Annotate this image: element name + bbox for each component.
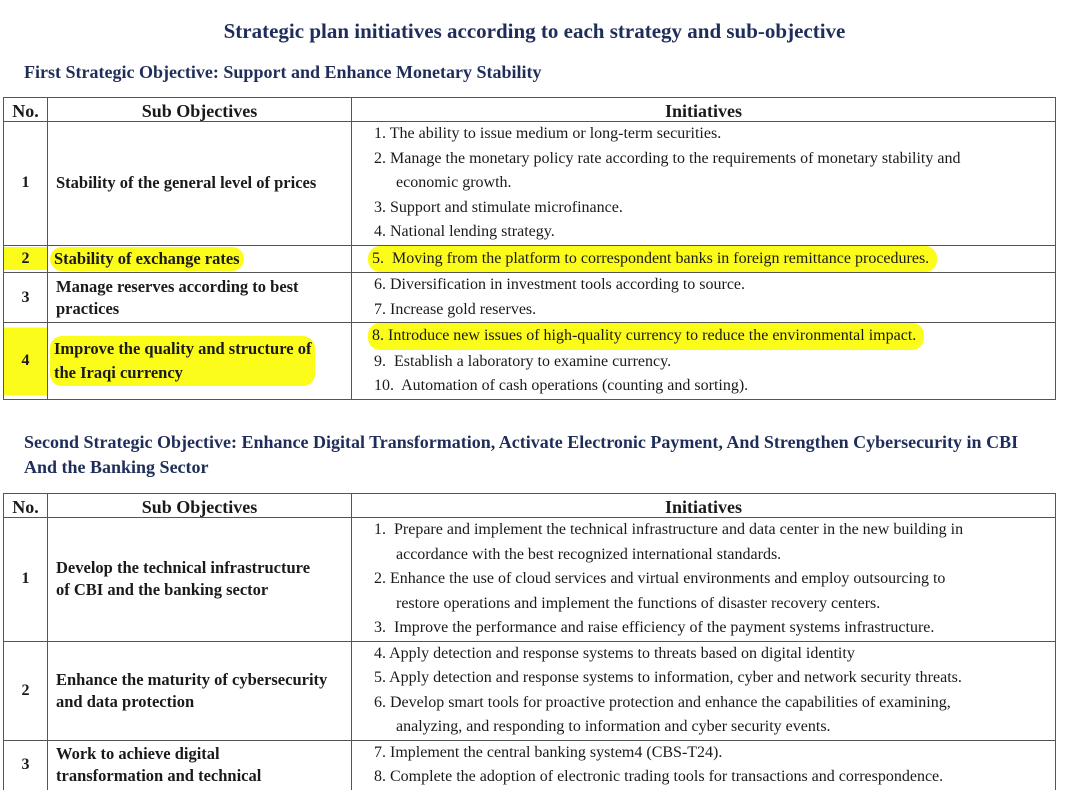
table-header-row	[4, 98, 1056, 122]
row-number: 2	[4, 245, 48, 273]
objective-1-heading: First Strategic Objective: Support and Enhance Monetary Stability	[24, 62, 542, 82]
table-row	[4, 518, 1056, 642]
header-no: No.	[4, 494, 48, 518]
initiative-item: 1. Prepare and implement the technical infrastructure and data center in the new building in accordance with the best recognized international standards.	[374, 521, 964, 563]
sub-objective: Work to achieve digital transformation and technical	[48, 740, 352, 790]
initiatives-cell	[352, 641, 1056, 740]
initiative-item: 6. Diversification in investment tools according to source.	[374, 276, 746, 293]
sub-objective	[48, 323, 352, 400]
row-number: 2	[4, 641, 48, 740]
initiative-item	[374, 323, 1055, 350]
header-initiatives: Initiatives	[352, 494, 1056, 518]
highlight-mark: 8. Introduce new issues of high-quality currency to reduce the environmental impact.	[368, 323, 924, 350]
initiative-item: 4. National lending strategy.	[374, 223, 555, 240]
header-no: No.	[4, 98, 48, 122]
row-number: 3	[4, 273, 48, 323]
objective-1-table	[3, 97, 1056, 400]
initiatives-cell	[352, 273, 1056, 323]
table-row	[4, 641, 1056, 740]
row-number: 1	[4, 518, 48, 642]
initiative-item: 8. Complete the adoption of electronic trading tools for transactions and correspondence.	[374, 768, 944, 785]
initiatives-cell	[352, 740, 1056, 790]
header-sub-objectives: Sub Objectives	[48, 98, 352, 122]
table-row	[4, 122, 1056, 246]
initiative-item	[374, 246, 1055, 273]
sub-objective: Develop the technical infrastructure of CBI and the banking sector	[48, 518, 352, 642]
table-row-highlighted	[4, 245, 1056, 273]
initiative-item: 3. Support and stimulate microfinance.	[374, 198, 623, 216]
highlight-mark: Stability of exchange rates	[50, 247, 244, 271]
row-number: 3	[4, 740, 48, 790]
initiatives-cell	[352, 245, 1056, 273]
sub-objective: Stability of the general level of prices	[48, 122, 352, 246]
table-header-row	[4, 494, 1056, 518]
sub-objective	[48, 245, 352, 273]
initiatives-cell	[352, 323, 1056, 400]
initiative-item: 5. Apply detection and response systems to information, cyber and network security threats.	[374, 669, 962, 686]
initiative-item: 1. The ability to issue medium or long-term securities.	[374, 125, 722, 142]
header-sub-objectives: Sub Objectives	[48, 494, 352, 518]
table-row	[4, 740, 1056, 790]
table-row-highlighted	[4, 323, 1056, 400]
header-initiatives: Initiatives	[352, 98, 1056, 122]
initiative-item: 4. Apply detection and response systems to threats based on digital identity	[374, 644, 855, 662]
page-title: Strategic plan initiatives according to each strategy and sub-objective	[223, 19, 846, 43]
initiative-item: 2. Manage the monetary policy rate according to the requirements of monetary stability and economic growth.	[374, 149, 961, 191]
highlight-mark: Improve the quality and structure of the Iraqi currency	[50, 336, 315, 386]
row-number: 1	[4, 122, 48, 246]
initiative-item: 3. Improve the performance and raise efficiency of the payment systems infrastructure.	[374, 619, 935, 636]
table-row	[4, 273, 1056, 323]
objective-2-heading: Second Strategic Objective: Enhance Digital Transformation, Activate Electronic Payment, And Strengthen Cybersecurity in CBI And the Banking Sector	[24, 432, 1019, 477]
highlight-mark: 5. Moving from the platform to correspondent banks in foreign remittance procedures.	[368, 246, 937, 273]
initiative-item: 6. Develop smart tools for proactive protection and enhance the capabilities of examining, analyzing, and responding to information and cyber security events.	[374, 693, 951, 735]
sub-objective: Manage reserves according to best practices	[48, 273, 352, 323]
sub-objective: Enhance the maturity of cybersecurity and data protection	[48, 641, 352, 740]
initiative-item: 10. Automation of cash operations (counting and sorting).	[374, 377, 749, 394]
objective-2-table	[3, 493, 1056, 790]
initiatives-cell	[352, 518, 1056, 642]
initiatives-cell	[352, 122, 1056, 246]
row-number: 4	[4, 323, 48, 400]
initiative-item: 7. Increase gold reserves.	[374, 300, 537, 318]
initiative-item: 7. Implement the central banking system4 (CBS-T24).	[374, 743, 723, 761]
initiative-item: 2. Enhance the use of cloud services and virtual environments and employ outsourcing to restore operations and implement the functions of disaster recovery centers.	[374, 570, 946, 612]
initiative-item: 9. Establish a laboratory to examine currency.	[374, 352, 672, 370]
